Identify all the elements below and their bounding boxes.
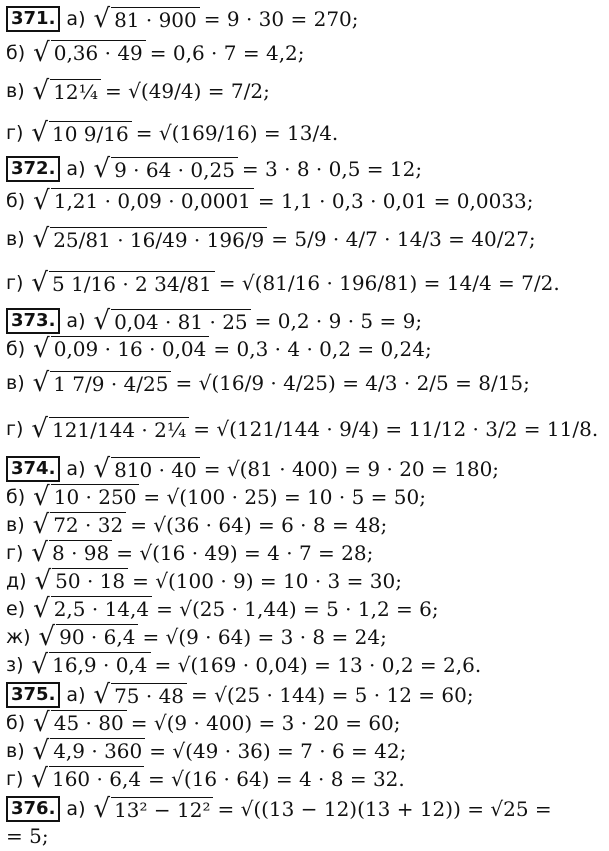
result: = √(169 · 0,04) = 13 · 0,2 = 2,6. bbox=[154, 652, 482, 677]
problem-374-line-c bbox=[6, 509, 605, 540]
radicand: 10 · 250 bbox=[51, 484, 140, 509]
result: = 3 · 8 · 0,5 = 12; bbox=[241, 157, 423, 181]
problem-376-continuation bbox=[6, 824, 605, 848]
radicand: 0,09 · 16 · 0,04 bbox=[51, 336, 210, 361]
sqrt-sign: √ bbox=[33, 707, 50, 738]
result: = √(16 · 64) = 4 · 8 = 32. bbox=[148, 766, 405, 791]
problem-374-line-b bbox=[6, 481, 605, 512]
sqrt-sign: √ bbox=[93, 680, 111, 710]
result: = √(16/9 · 4/25) = 4/3 · 2/5 = 8/15; bbox=[175, 371, 530, 395]
problem-372-line-b bbox=[6, 185, 605, 216]
result: = √(16 · 49) = 4 · 7 = 28; bbox=[116, 540, 374, 565]
radicand: 8 · 98 bbox=[49, 540, 112, 565]
sqrt-sign: √ bbox=[93, 794, 111, 824]
radicand: 90 · 6,4 bbox=[56, 624, 138, 649]
result: = √(9 · 64) = 3 · 8 = 24; bbox=[142, 624, 387, 649]
problem-375-line-a bbox=[6, 682, 605, 708]
radicand: 9 · 64 · 0,25 bbox=[111, 157, 238, 182]
sqrt-sign: √ bbox=[31, 537, 48, 568]
item-label: б) bbox=[6, 711, 26, 734]
result: = 5/9 · 4/7 · 14/3 = 40/27; bbox=[271, 227, 536, 251]
problem-number: 374. bbox=[6, 456, 60, 482]
radicand: 81 · 900 bbox=[111, 7, 200, 32]
result: = √(81 · 400) = 9 · 20 = 180; bbox=[203, 457, 500, 481]
radicand: 75 · 48 bbox=[111, 683, 187, 708]
sqrt-sign: √ bbox=[32, 224, 50, 254]
radicand: 10 9/16 bbox=[49, 121, 132, 146]
sqrt-sign: √ bbox=[93, 154, 111, 184]
radicand: 72 · 32 bbox=[50, 512, 126, 537]
result: = √((13 − 12)(13 + 12)) = √25 = bbox=[217, 797, 552, 821]
problem-372-line-d bbox=[6, 264, 605, 302]
problem-374-line-e bbox=[6, 565, 605, 596]
problem-372-line-a bbox=[6, 156, 605, 182]
sqrt-sign: √ bbox=[33, 333, 50, 364]
result: = √(121/144 · 9/4) = 11/12 · 3/2 = 11/8. bbox=[193, 417, 599, 441]
item-label: д) bbox=[6, 569, 27, 592]
radicand: 1 7/9 · 4/25 bbox=[50, 371, 171, 396]
radicand: 45 · 80 bbox=[51, 710, 127, 735]
problem-372-line-c bbox=[6, 220, 605, 258]
item-label: в) bbox=[6, 372, 25, 394]
problem-373-line-c bbox=[6, 364, 605, 402]
radicand: 50 · 18 bbox=[52, 568, 128, 593]
item-label: б) bbox=[6, 485, 26, 508]
sqrt-sign: √ bbox=[33, 481, 50, 512]
result: = √(9 · 400) = 3 · 20 = 60; bbox=[130, 710, 401, 735]
result: = √(49 · 36) = 7 · 6 = 42; bbox=[149, 738, 407, 763]
radicand: 16,9 · 0,4 bbox=[49, 652, 150, 677]
problem-375-line-d bbox=[6, 763, 605, 794]
sqrt-sign: √ bbox=[31, 414, 48, 444]
radicand: 160 · 6,4 bbox=[49, 766, 144, 791]
result: = √(169/16) = 13/4. bbox=[135, 121, 339, 145]
problem-373-line-a bbox=[6, 308, 605, 334]
problem-375-line-c bbox=[6, 735, 605, 766]
item-label: ж) bbox=[6, 625, 31, 648]
problem-number: 376. bbox=[6, 796, 60, 822]
item-label: в) bbox=[6, 513, 25, 536]
sqrt-sign: √ bbox=[34, 565, 52, 596]
item-label: г) bbox=[6, 767, 24, 790]
item-label: г) bbox=[6, 418, 24, 440]
radicand: 4,9 · 360 bbox=[50, 738, 145, 763]
problem-374-line-h bbox=[6, 649, 605, 680]
result: = 1,1 · 0,3 · 0,01 = 0,0033; bbox=[257, 188, 534, 213]
item-label: а) bbox=[66, 310, 86, 332]
sqrt-sign: √ bbox=[38, 621, 56, 652]
problem-number: 373. bbox=[6, 308, 60, 334]
problem-number: 375. bbox=[6, 682, 60, 708]
radicand: 12¼ bbox=[50, 79, 101, 104]
item-label: з) bbox=[6, 653, 24, 676]
result: = 9 · 30 = 270; bbox=[203, 7, 359, 31]
result: = √(49/4) = 7/2; bbox=[105, 79, 270, 103]
problem-374-line-d bbox=[6, 537, 605, 568]
problem-371-line-d bbox=[6, 114, 605, 152]
item-label: г) bbox=[6, 541, 24, 564]
result: = √(81/16 · 196/81) = 14/4 = 7/2. bbox=[218, 271, 560, 295]
result: = √(25 · 1,44) = 5 · 1,2 = 6; bbox=[156, 596, 439, 621]
problem-374-line-f bbox=[6, 593, 605, 624]
radicand: 1,21 · 0,09 · 0,0001 bbox=[51, 188, 254, 213]
sqrt-sign: √ bbox=[31, 118, 48, 148]
sqrt-sign: √ bbox=[32, 735, 50, 766]
item-label: в) bbox=[6, 80, 25, 102]
sqrt-sign: √ bbox=[32, 509, 50, 540]
problem-373-line-d bbox=[6, 410, 605, 448]
item-label: б) bbox=[6, 189, 26, 212]
problem-375-line-b bbox=[6, 707, 605, 738]
problem-371-line-b bbox=[6, 37, 605, 68]
item-label: в) bbox=[6, 228, 25, 250]
result: = √(100 · 9) = 10 · 3 = 30; bbox=[132, 568, 402, 593]
result: = 0,2 · 9 · 5 = 9; bbox=[254, 309, 423, 333]
item-label: б) bbox=[6, 337, 26, 360]
problem-number: 371. bbox=[6, 6, 60, 32]
radicand: 13² − 12² bbox=[111, 797, 213, 822]
radicand: 2,5 · 14,4 bbox=[51, 596, 152, 621]
result: = 0,6 · 7 = 4,2; bbox=[149, 40, 305, 65]
item-label: б) bbox=[6, 41, 26, 64]
result: = √(25 · 144) = 5 · 12 = 60; bbox=[191, 683, 474, 707]
sqrt-sign: √ bbox=[93, 4, 111, 34]
sqrt-sign: √ bbox=[93, 454, 111, 484]
problem-371-line-c bbox=[6, 72, 605, 110]
problem-374-line-a bbox=[6, 456, 605, 482]
result: = √(36 · 64) = 6 · 8 = 48; bbox=[130, 512, 388, 537]
item-label: г) bbox=[6, 122, 24, 144]
item-label: а) bbox=[66, 158, 86, 180]
sqrt-sign: √ bbox=[31, 763, 48, 794]
problem-376-line-a bbox=[6, 796, 605, 822]
item-label: а) bbox=[66, 684, 86, 706]
sqrt-sign: √ bbox=[93, 306, 111, 336]
item-label: а) bbox=[66, 798, 86, 820]
item-label: в) bbox=[6, 739, 25, 762]
sqrt-sign: √ bbox=[33, 185, 50, 216]
result: = √(100 · 25) = 10 · 5 = 50; bbox=[143, 484, 426, 509]
problem-373-line-b bbox=[6, 333, 605, 364]
sqrt-sign: √ bbox=[33, 593, 50, 624]
sqrt-sign: √ bbox=[31, 649, 49, 680]
radicand: 0,36 · 49 bbox=[51, 40, 146, 65]
item-label: е) bbox=[6, 597, 26, 620]
sqrt-sign: √ bbox=[32, 368, 50, 398]
item-label: г) bbox=[6, 272, 24, 294]
problem-371-line-a bbox=[6, 6, 605, 32]
radicand: 121/144 · 2¼ bbox=[49, 417, 189, 442]
item-label: а) bbox=[66, 458, 86, 480]
radicand: 25/81 · 16/49 · 196/9 bbox=[50, 227, 267, 252]
problem-number: 372. bbox=[6, 156, 60, 182]
sqrt-sign: √ bbox=[32, 76, 50, 106]
radicand: 810 · 40 bbox=[111, 457, 200, 482]
radicand: 0,04 · 81 · 25 bbox=[111, 309, 251, 334]
continuation-text: = 5; bbox=[6, 824, 49, 848]
problem-374-line-g bbox=[6, 621, 605, 652]
result: = 0,3 · 4 · 0,2 = 0,24; bbox=[213, 336, 432, 361]
sqrt-sign: √ bbox=[33, 37, 50, 68]
sqrt-sign: √ bbox=[31, 268, 48, 298]
radicand: 5 1/16 · 2 34/81 bbox=[49, 271, 215, 296]
item-label: а) bbox=[66, 8, 86, 30]
